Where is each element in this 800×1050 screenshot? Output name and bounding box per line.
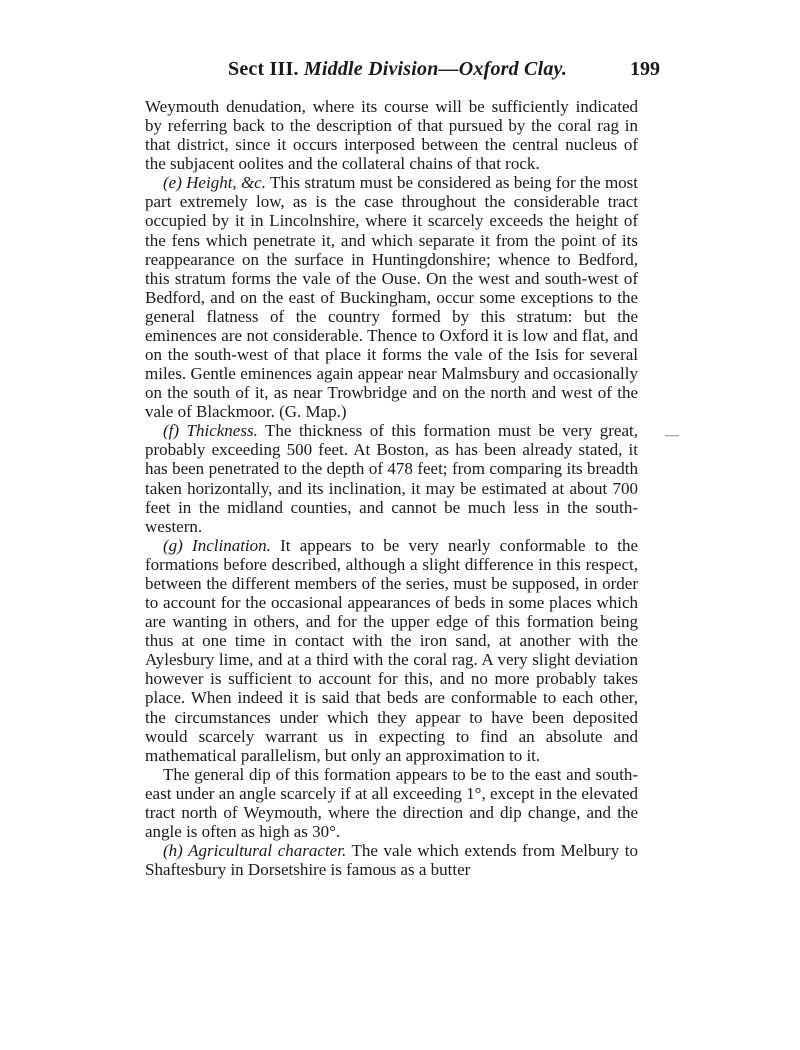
paragraph-heading: (f) Thickness. — [163, 421, 258, 441]
paragraph-inclination — [145, 536, 638, 765]
paragraph-text: The general dip of this formation appears to be to the east and south-east under an angle scarcely if at all exceeding 1°, except in the elevated tract north of Weymouth, where the direction and dip change, and the angle is often as high as 30°. — [145, 764, 638, 841]
page-number: 199 — [630, 58, 660, 80]
margin-dash: — — [665, 428, 679, 443]
paragraph-text: This stratum must be considered as being for the most part extremely low, as is the case throughout the considerable tract occupied by it in Lincolnshire, where it scarcely exceeds the height of the fens which penetrate it, and which separate it from the point of its reappearance on the surface in Huntingdonshire; whence to Bedford, this stratum forms the vale of the Ouse. On the west and south-west of Bedford, and on the east of Buckingham, occur some exceptions to the general flatness of the country formed by this stratum: but the eminences are not considerable. Thence to Oxford it is low and flat, and on the south-west of that place it forms the vale of the Isis for several miles. Gentle eminences again appear near Malmsbury and occasionally on the south of it, as near Trowbridge and on the north and west of the vale of Blackmoor. (G. Map.) — [145, 173, 639, 422]
paragraph-continuation — [145, 97, 638, 173]
page-header — [150, 58, 660, 86]
paragraph-text: The vale which extends from Melbury to Shaftesbury in Dorsetshire is famous as a butter — [145, 841, 638, 880]
paragraph-heading: (g) Inclination. — [163, 535, 271, 555]
paragraph-text: It appears to be very nearly conformable to the formations before described, although a slight difference in this respect, between the different members of the series, must be supposed, in order to account for the occasional appearances of beds in some places which are wanting in others, and for the upper edge of this formation being thus at one time in contact with the iron sand, at another with the Aylesbury lime, and at a third with the coral rag. A very slight deviation however is sufficient to account for this, and no more probably takes place. When indeed it is said that beds are conformable to each other, the circumstances under which they appear to have been deposited would scarcely warrant us in expecting to find an absolute and mathematical parallelism, but only an approximation to it. — [145, 535, 638, 765]
paragraph-text: The thickness of this formation must be very great, probably exceeding 500 feet. At Boston, as has been already stated, it has been penetrated to the depth of 478 feet; from comparing its breadth taken horizontally, and its inclination, it may be estimated at about 700 feet in the midland counties, and cannot be much less in the south-western. — [145, 421, 638, 536]
paragraph-heading: (e) Height, &c. — [163, 173, 266, 193]
paragraph-text: Weymouth denudation, where its course will be sufficiently indicated by referring back to the description of that pursued by the coral rag in that district, since it occurs interposed between the central nucleus of the subjacent oolites and the collateral chains of that rock. — [145, 97, 638, 174]
running-head — [228, 58, 567, 81]
section-label: Sect III. — [228, 58, 299, 80]
paragraph-thickness — [145, 421, 638, 535]
paragraph-dip — [145, 765, 638, 841]
paragraph-heading: (h) Agricultural character. — [163, 841, 347, 861]
paragraph-agricultural — [145, 841, 638, 879]
paragraph-height — [145, 173, 638, 421]
body-text — [145, 97, 638, 879]
chapter-title: Middle Division—Oxford Clay. — [303, 58, 568, 80]
